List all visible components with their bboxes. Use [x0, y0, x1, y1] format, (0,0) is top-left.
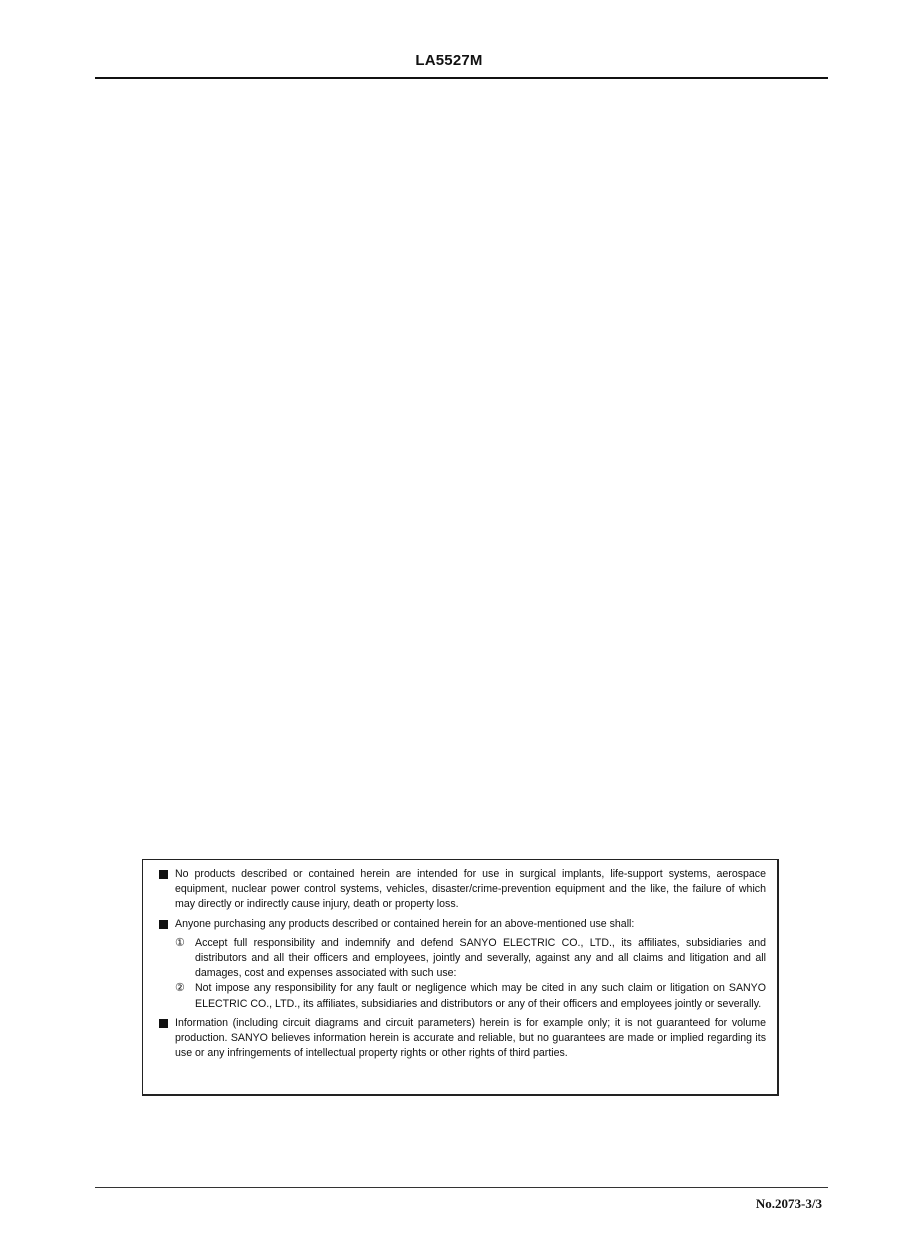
- page-number: No.2073-3/3: [755, 1196, 822, 1211]
- square-bullet-icon: [159, 1019, 168, 1028]
- circled-number-two: ②: [175, 982, 185, 995]
- disclaimer-subitem: [159, 936, 766, 982]
- document-title: LA5527M: [415, 52, 483, 69]
- square-bullet-icon: [159, 920, 168, 929]
- disclaimer-subtext: Accept full responsibility and indemnify and defend SANYO ELECTRIC CO., LTD., its affiliates, subsidiaries and distributors and all their officers and employees, jointly and severally, against any and all claims and litigation and all damages, cost and expenses associated with such use:: [195, 936, 766, 980]
- disclaimer-item: [159, 1016, 766, 1062]
- circled-number-one: ①: [175, 936, 185, 949]
- disclaimer-text: No products described or contained herein are intended for use in surgical implants, life-support systems, aerospace equipment, nuclear power control systems, vehicles, disaster/crime-prevention equipment and the like, the failure of which may directly or indirectly cause injury, death or property loss.: [175, 868, 766, 911]
- disclaimer-item: [159, 867, 766, 913]
- footer-rule: [95, 1187, 828, 1188]
- disclaimer-item: [159, 917, 766, 932]
- title-rule: [95, 77, 828, 79]
- disclaimer-text: Anyone purchasing any products described or contained herein for an above-mentioned use shall:: [175, 917, 635, 930]
- disclaimer-subitem: [159, 981, 766, 1011]
- disclaimer-subtext: Not impose any responsibility for any fault or negligence which may be cited in any such claim or litigation on SANYO ELECTRIC CO., LTD., its affiliates, subsidiaries and distributors or any of their officers and employees jointly or severally.: [195, 982, 766, 1010]
- square-bullet-icon: [159, 870, 168, 879]
- disclaimer-box: [142, 859, 779, 1096]
- disclaimer-text: Information (including circuit diagrams and circuit parameters) herein is for example only; it is not guaranteed for volume production. SANYO believes information herein is accurate and reliable, but no guarantees are made or implied regarding its use or any infringements of intellectual property rights or other rights of third parties.: [175, 1016, 766, 1060]
